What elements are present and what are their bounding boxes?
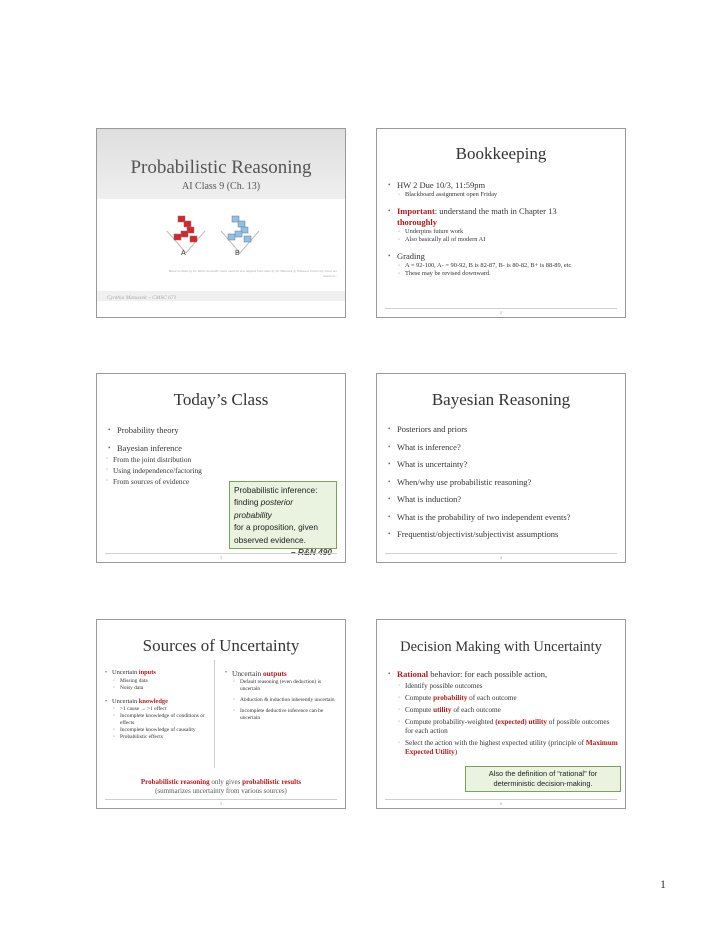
sub-text: of each outcome: [451, 706, 501, 714]
expected-utility-emphasis: (expected) utility: [495, 718, 547, 726]
sub-bullet: ◦ A = 92-100, A- = 90-92, B is 82-87, B- is 80-82, B+ is 88-89, etc: [397, 262, 619, 271]
author-footer: Cynthia Matuszek – CMSC 671: [107, 295, 177, 301]
sub-bullet: ◦ From the joint distribution: [105, 454, 339, 465]
sub-bullet: ◦ Incomplete knowledge of conditions or effects: [112, 713, 213, 727]
bayes-network-a-icon: [163, 213, 209, 257]
slide-5: [96, 619, 346, 809]
network-a-label: A: [181, 250, 186, 257]
inputs-emphasis: inputs: [138, 669, 156, 676]
bullet-item: • What is inference?: [383, 442, 619, 453]
sub-text: ): [454, 748, 458, 756]
sub-bullet: ◦ Abduction & induction inherently uncertain: [232, 697, 341, 704]
bullet-item: [221, 669, 341, 722]
bullet-list: [383, 424, 619, 540]
bullet-list: [221, 669, 341, 722]
bullet-item: [383, 669, 619, 757]
slide-6: [376, 619, 626, 809]
callout-text: Probabilistic inference:: [234, 485, 318, 495]
left-column: [101, 669, 213, 741]
sub-list: [397, 262, 619, 279]
sub-bullet: [397, 694, 619, 703]
bullet-text: : understand the math in Chapter 13: [434, 205, 557, 216]
slide-title: Bayesian Reasoning: [431, 390, 571, 409]
bullet-text: HW 2 Due 10/3, 11:59pm: [397, 180, 486, 190]
slide-number: 2: [500, 310, 502, 315]
sub-text: of each outcome: [467, 694, 517, 702]
bullet-item: • What is induction?: [383, 494, 619, 505]
sub-list: [397, 682, 619, 757]
sub-bullet: ◦ Probabilistic effects: [112, 734, 213, 741]
sub-list: [112, 706, 213, 741]
sub-bullet: [397, 739, 619, 757]
divider: [385, 308, 617, 309]
bullet-list: [383, 180, 619, 279]
sub-text: Select the action with the highest expected utility (principle of: [405, 739, 586, 747]
callout-emphasis: posterior probability: [234, 497, 294, 520]
bullet-item: • What is the probability of two independent events?: [383, 512, 619, 523]
network-b-label: B: [235, 250, 240, 257]
slide-title: Bookkeeping: [455, 144, 547, 163]
bullet-item: • Posteriors and priors: [383, 424, 619, 435]
sub-bullet: ◦ From sources of evidence: [105, 476, 339, 487]
summary-line: [97, 778, 345, 787]
bullet-item: • Frequentist/objectivist/subjectivist assumptions: [383, 529, 619, 540]
sub-bullet: ◦ Default reasoning (even deduction) is uncertain: [232, 679, 341, 693]
bayes-network-b-icon: [217, 213, 263, 257]
bullet-text: Uncertain: [232, 669, 263, 678]
sub-bullet: ◦ Using independence/factoring: [105, 465, 339, 476]
thoroughly-emphasis: thoroughly: [397, 216, 437, 227]
summary-line: (summarizes uncertainty from various sources): [155, 787, 287, 795]
bullet-list: [101, 669, 213, 741]
credits-text: Based on slides by Dr. Marie desJardin. Some material also adapted from slides by Dr. Matuszek @ Villanova University, which are based on...: [168, 269, 337, 278]
rational-emphasis: Rational: [397, 669, 429, 679]
outputs-emphasis: outputs: [262, 669, 287, 678]
slide-number: 5: [220, 801, 222, 806]
bullet-text: Bayesian inference: [117, 443, 182, 453]
callout-text-part: finding: [234, 497, 261, 508]
slide-subtitle: AI Class 9 (Ch. 13): [181, 181, 261, 192]
page-number: 1: [660, 877, 666, 891]
bullet-item: • When/why use probabilistic reasoning?: [383, 477, 619, 488]
bullet-item: [101, 698, 213, 742]
slide-1: [96, 128, 346, 318]
sub-bullet: ◦ Also basically all of modern AI: [397, 236, 619, 245]
sub-list: [397, 191, 619, 200]
bullet-item: • What is uncertainty?: [383, 459, 619, 470]
slide-4: [376, 373, 626, 563]
divider: [385, 553, 617, 554]
slide-number: 6: [500, 801, 502, 806]
bullet-list: [383, 669, 619, 757]
divider: [385, 799, 617, 800]
utility-emphasis: utility: [433, 706, 452, 714]
callout-text: deterministic decision-making.: [493, 779, 593, 788]
sub-bullet: ◦ Incomplete knowledge of causality: [112, 727, 213, 734]
sub-list: [112, 678, 213, 692]
sub-bullet: [397, 718, 619, 736]
bullet-text: Grading: [397, 250, 425, 261]
meu-emphasis: Maximum Expected Utility: [405, 739, 618, 756]
callout-text: Also the definition of “rational” for: [488, 769, 598, 778]
callout-text: [234, 496, 332, 521]
bullet-item: [383, 180, 619, 200]
sub-text: Compute: [405, 694, 434, 702]
bullet-text: behavior: for each possible action,: [428, 669, 548, 679]
sub-text: Compute: [405, 706, 434, 714]
sub-bullet: ◦ >1 cause → >1 effect: [112, 706, 213, 713]
slide-title: Today’s Class: [173, 390, 269, 409]
summary-emphasis: Probabilistic reasoning: [140, 778, 210, 786]
bullet-item: • Probability theory: [103, 425, 339, 436]
column-divider: [214, 660, 215, 768]
bullet-text: Uncertain: [112, 669, 139, 676]
slide-2: [376, 128, 626, 318]
divider: [105, 799, 337, 800]
rational-callout: [465, 766, 621, 792]
slide-title: Decision Making with Uncertainty: [400, 639, 602, 655]
summary-text-part: only gives: [209, 778, 243, 786]
sub-text: of possible outcomes for each action: [405, 718, 610, 735]
sub-list: [232, 679, 341, 722]
sub-list: [397, 228, 619, 245]
bullet-item: [101, 669, 213, 692]
bullet-item: [383, 251, 619, 279]
bullet-text: Uncertain: [112, 697, 139, 705]
probability-emphasis: probability: [433, 694, 468, 702]
callout-text: observed evidence.: [234, 534, 306, 545]
callout-text: for a proposition, given: [234, 522, 318, 533]
summary-text: [97, 778, 345, 796]
important-emphasis: Important: [397, 205, 435, 216]
slide-title: Probabilistic Reasoning: [130, 157, 312, 178]
knowledge-emphasis: knowledge: [138, 697, 168, 705]
bullet-item: [383, 206, 619, 245]
sub-bullet: ◦ Incomplete deductive inference can be uncertain: [232, 708, 341, 722]
right-column: [221, 669, 341, 722]
sub-bullet: ◦ Identify possible outcomes: [397, 682, 619, 691]
sub-bullet: ◦ Missing data: [112, 678, 213, 685]
slide-3: [96, 373, 346, 563]
summary-emphasis: probabilistic results: [242, 778, 302, 786]
sub-bullet: ◦ Underpins future work: [397, 228, 619, 237]
slide-title: Sources of Uncertainty: [142, 636, 300, 655]
sub-bullet: ◦ Blackboard assignment open Friday: [397, 191, 619, 200]
definition-callout: [229, 481, 337, 549]
sub-bullet: ◦ These may be revised downward.: [397, 270, 619, 279]
sub-bullet: [397, 706, 619, 715]
divider: [105, 553, 337, 554]
sub-text: Compute probability-weighted: [405, 718, 496, 726]
sub-bullet: ◦ Noisy data: [112, 685, 213, 692]
slide-number: 3: [220, 555, 222, 560]
slide-number: 4: [500, 555, 502, 560]
bullet-list: [103, 425, 339, 487]
